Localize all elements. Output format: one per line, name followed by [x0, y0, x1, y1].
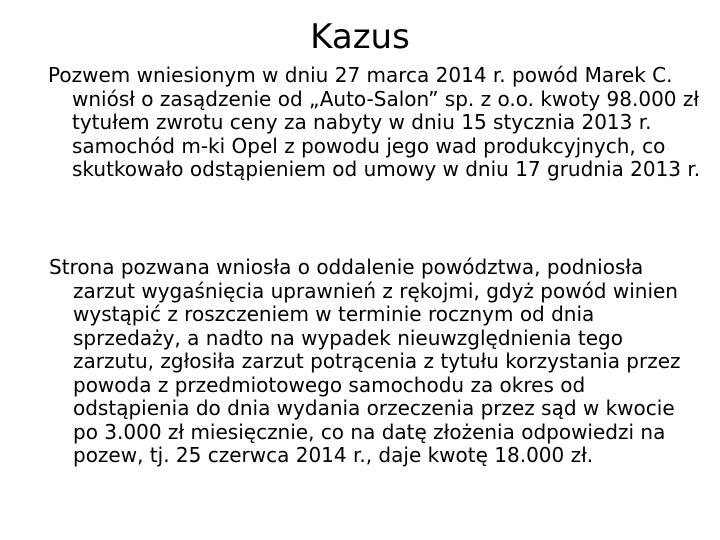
slide-title: Kazus — [310, 17, 410, 57]
case-paragraph-defense: Strona pozwana wniosła o oddalenie powództwa, podniosła zarzut wygaśnięcia uprawnień z rękojmi, gdyż powód winien wystąpić z roszczeniem w terminie rocznym od dnia sprzedaży, a nadto na wypadek nieuwzględnienia tego zarzutu, zgłosiła zarzut potrącenia z tytułu korzystania przez powoda z przedmiotowego samochodu za okres od odstąpienia do dnia wydania orzeczenia przez sąd w kwocie po 3.000 zł miesięcznie, co na datę złożenia odpowiedzi na pozew, tj. 25 czerwca 2014 r., daje kwotę 18.000 zł. — [49, 255, 681, 467]
case-paragraph-claim: Pozwem wniesionym w dniu 27 marca 2014 r. powód Marek C. wniósł o zasądzenie od „Auto-Salon” sp. z o.o. kwoty 98.000 zł tytułem zwrotu ceny za nabyty w dniu 15 stycznia 2013 r. samochód m-ki Opel z powodu jego wad produkcyjnych, co skutkowało odstąpieniem od umowy w dniu 17 grudnia 2013 r. — [48, 63, 701, 181]
